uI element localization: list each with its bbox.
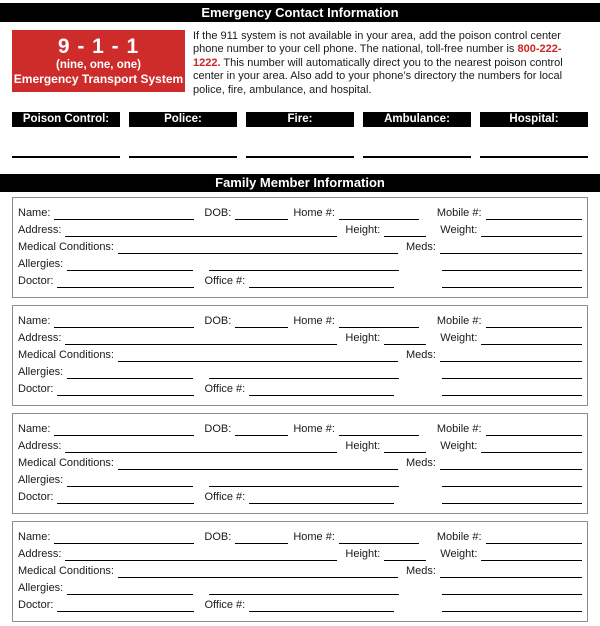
meds-line-3[interactable] <box>442 492 582 504</box>
meds-line[interactable] <box>440 242 582 254</box>
height-label: Height: <box>345 440 381 453</box>
allergies-line-2[interactable] <box>209 583 399 595</box>
member-row-medical <box>18 237 582 254</box>
medical-conditions-line[interactable] <box>118 566 398 578</box>
meds-line-3[interactable] <box>442 276 582 288</box>
meds-line-2[interactable] <box>442 367 582 379</box>
weight-label: Weight: <box>440 440 478 453</box>
meds-line[interactable] <box>440 350 582 362</box>
doctor-label: Doctor: <box>18 599 54 612</box>
allergies-line-2[interactable] <box>209 475 399 487</box>
office-phone-label: Office #: <box>204 383 246 396</box>
member-row-allergies <box>18 362 582 379</box>
medical-conditions-line[interactable] <box>118 458 398 470</box>
weight-line[interactable] <box>481 225 582 237</box>
home-phone-line[interactable] <box>339 532 419 544</box>
doctor-label: Doctor: <box>18 275 54 288</box>
medical-conditions-label: Medical Conditions: <box>18 565 114 578</box>
doctor-line[interactable] <box>57 600 194 612</box>
member-row-name <box>18 203 582 220</box>
member-row-name <box>18 419 582 436</box>
allergies-line[interactable] <box>67 475 193 487</box>
dob-line[interactable] <box>235 316 288 328</box>
mobile-phone-line[interactable] <box>486 208 582 220</box>
name-label: Name: <box>18 207 51 220</box>
allergies-line[interactable] <box>67 583 193 595</box>
home-phone-line[interactable] <box>339 424 419 436</box>
doctor-line[interactable] <box>57 276 194 288</box>
height-label: Height: <box>345 548 381 561</box>
address-line[interactable] <box>65 441 337 453</box>
medical-conditions-line[interactable] <box>118 350 398 362</box>
meds-line-3[interactable] <box>442 384 582 396</box>
height-line[interactable] <box>384 333 426 345</box>
emergency-contacts-row <box>12 112 588 127</box>
page-title-bar <box>0 3 600 22</box>
mobile-phone-label: Mobile #: <box>436 315 482 328</box>
weight-label: Weight: <box>440 548 478 561</box>
address-line[interactable] <box>65 225 337 237</box>
family-section-title: Family Member Information <box>215 175 385 191</box>
doctor-label: Doctor: <box>18 383 54 396</box>
name-label: Name: <box>18 423 51 436</box>
dob-label: DOB: <box>204 531 232 544</box>
address-label: Address: <box>18 224 62 237</box>
member-row-address <box>18 436 582 453</box>
member-row-allergies <box>18 470 582 487</box>
doctor-line[interactable] <box>57 384 194 396</box>
poison-control-phone-number: 800-222-1222. <box>193 43 562 69</box>
home-phone-label: Home #: <box>293 531 335 544</box>
name-line[interactable] <box>54 208 194 220</box>
office-phone-line[interactable] <box>249 492 394 504</box>
contact-label-police: Police: <box>129 112 237 127</box>
mobile-phone-line[interactable] <box>486 424 582 436</box>
poison-control-fill-line[interactable] <box>12 156 120 158</box>
dob-line[interactable] <box>235 208 288 220</box>
weight-line[interactable] <box>481 333 582 345</box>
office-phone-label: Office #: <box>204 599 246 612</box>
meds-line[interactable] <box>440 566 582 578</box>
meds-label: Meds: <box>406 241 436 254</box>
emergency-number-phonetic: (nine, one, one) <box>56 59 141 71</box>
contact-label-fire: Fire: <box>246 112 354 127</box>
medical-conditions-line[interactable] <box>118 242 398 254</box>
allergies-label: Allergies: <box>18 582 64 595</box>
home-phone-label: Home #: <box>293 423 335 436</box>
member-row-doctor <box>18 379 582 396</box>
fire-fill-line[interactable] <box>246 156 354 158</box>
allergies-label: Allergies: <box>18 474 64 487</box>
name-line[interactable] <box>54 316 194 328</box>
allergies-line-2[interactable] <box>209 259 399 271</box>
dob-label: DOB: <box>204 423 232 436</box>
page-title: Emergency Contact Information <box>201 5 399 20</box>
contact-label-ambulance: Ambulance: <box>363 112 471 127</box>
height-line[interactable] <box>384 549 426 561</box>
mobile-phone-label: Mobile #: <box>436 423 482 436</box>
intro-paragraph <box>193 30 588 97</box>
height-label: Height: <box>345 332 381 345</box>
family-members <box>12 197 588 622</box>
ambulance-fill-line[interactable] <box>363 156 471 158</box>
emergency-911-card <box>12 30 185 92</box>
emergency-contacts-fill-lines <box>12 156 588 158</box>
police-fill-line[interactable] <box>129 156 237 158</box>
home-phone-line[interactable] <box>339 208 419 220</box>
name-label: Name: <box>18 315 51 328</box>
member-row-address <box>18 544 582 561</box>
member-row-name <box>18 527 582 544</box>
member-card <box>12 197 588 298</box>
address-label: Address: <box>18 440 62 453</box>
member-card <box>12 305 588 406</box>
member-row-address <box>18 220 582 237</box>
doctor-line[interactable] <box>57 492 194 504</box>
office-phone-line[interactable] <box>249 384 394 396</box>
meds-label: Meds: <box>406 349 436 362</box>
member-row-medical <box>18 453 582 470</box>
height-line[interactable] <box>384 441 426 453</box>
home-phone-line[interactable] <box>339 316 419 328</box>
emergency-card-subtitle: Emergency Transport System <box>13 72 184 86</box>
emergency-911-section <box>12 30 588 97</box>
meds-line-2[interactable] <box>442 475 582 487</box>
intro-text-before: If the 911 system is not available in your area, add the poison control center phone number to your cell phone. The national, toll-free number is <box>193 30 561 56</box>
contact-label-hospital: Hospital: <box>480 112 588 127</box>
member-row-medical <box>18 561 582 578</box>
weight-line[interactable] <box>481 549 582 561</box>
medical-conditions-label: Medical Conditions: <box>18 349 114 362</box>
height-label: Height: <box>345 224 381 237</box>
mobile-phone-line[interactable] <box>486 316 582 328</box>
member-row-allergies <box>18 578 582 595</box>
office-phone-line[interactable] <box>249 276 394 288</box>
home-phone-label: Home #: <box>293 315 335 328</box>
member-card <box>12 521 588 622</box>
height-line[interactable] <box>384 225 426 237</box>
intro-text-after: This number will automatically direct you to the nearest poison control center in your area. Also add to your phone’s directory the numbers for local police, fire, ambulance, and hospital. <box>193 56 563 96</box>
medical-conditions-label: Medical Conditions: <box>18 457 114 470</box>
allergies-label: Allergies: <box>18 366 64 379</box>
family-section-bar <box>0 174 600 192</box>
address-label: Address: <box>18 332 62 345</box>
mobile-phone-line[interactable] <box>486 532 582 544</box>
office-phone-label: Office #: <box>204 275 246 288</box>
allergies-line-2[interactable] <box>209 367 399 379</box>
home-phone-label: Home #: <box>293 207 335 220</box>
weight-label: Weight: <box>440 332 478 345</box>
member-row-name <box>18 311 582 328</box>
name-line[interactable] <box>54 532 194 544</box>
address-line[interactable] <box>65 333 337 345</box>
mobile-phone-label: Mobile #: <box>436 531 482 544</box>
mobile-phone-label: Mobile #: <box>436 207 482 220</box>
name-line[interactable] <box>54 424 194 436</box>
member-row-doctor <box>18 271 582 288</box>
member-row-doctor <box>18 487 582 504</box>
hospital-fill-line[interactable] <box>480 156 588 158</box>
address-line[interactable] <box>65 549 337 561</box>
member-row-address <box>18 328 582 345</box>
doctor-label: Doctor: <box>18 491 54 504</box>
allergies-label: Allergies: <box>18 258 64 271</box>
address-label: Address: <box>18 548 62 561</box>
member-card <box>12 413 588 514</box>
medical-conditions-label: Medical Conditions: <box>18 241 114 254</box>
meds-line-2[interactable] <box>442 583 582 595</box>
name-label: Name: <box>18 531 51 544</box>
office-phone-line[interactable] <box>249 600 394 612</box>
contact-label-poison-control: Poison Control: <box>12 112 120 127</box>
weight-label: Weight: <box>440 224 478 237</box>
dob-label: DOB: <box>204 315 232 328</box>
member-row-medical <box>18 345 582 362</box>
allergies-line[interactable] <box>67 259 193 271</box>
emergency-number: 9 - 1 - 1 <box>57 35 140 58</box>
meds-label: Meds: <box>406 457 436 470</box>
meds-line-3[interactable] <box>442 600 582 612</box>
dob-line[interactable] <box>235 532 288 544</box>
weight-line[interactable] <box>481 441 582 453</box>
office-phone-label: Office #: <box>204 491 246 504</box>
dob-line[interactable] <box>235 424 288 436</box>
meds-label: Meds: <box>406 565 436 578</box>
member-row-doctor <box>18 595 582 612</box>
allergies-line[interactable] <box>67 367 193 379</box>
dob-label: DOB: <box>204 207 232 220</box>
meds-line-2[interactable] <box>442 259 582 271</box>
meds-line[interactable] <box>440 458 582 470</box>
member-row-allergies <box>18 254 582 271</box>
